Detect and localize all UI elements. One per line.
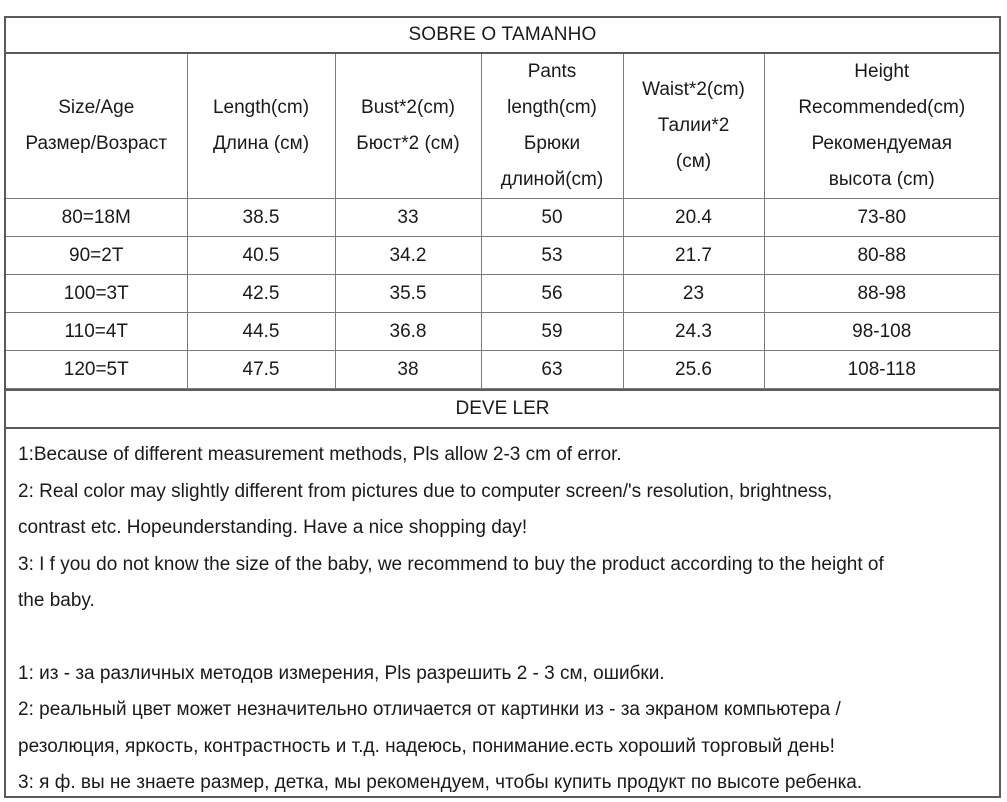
cell-pants: 56 xyxy=(481,275,623,313)
cell-size: 90=2T xyxy=(6,237,187,275)
note-en-2: 2: Real color may slightly different from pictures due to computer screen/'s resolution, brightness, xyxy=(18,480,833,502)
cell-pants: 53 xyxy=(481,237,623,275)
cell-length: 38.5 xyxy=(187,199,335,237)
note-ru-1: 1: из - за различных методов измерения, Pls разрешить 2 - 3 см, ошибки. xyxy=(18,662,665,684)
note-en-3-continued: the baby. xyxy=(18,590,95,611)
header-height: Height Recommended(cm) Рекомендуемая высота (cm) xyxy=(764,54,999,199)
cell-bust: 34.2 xyxy=(335,237,481,275)
note-en-2-continued: contrast etc. Hopeunderstanding. Have a nice shopping day! xyxy=(18,517,528,538)
cell-pants: 59 xyxy=(481,313,623,351)
size-chart-document xyxy=(4,16,1001,798)
note-ru-2: 2: реальный цвет может незначительно отличается от картинки из - за экраном компьютера / xyxy=(18,699,841,720)
header-length: Length(cm) Длина (см) xyxy=(187,54,335,199)
cell-waist: 20.4 xyxy=(623,199,764,237)
header-bust: Bust*2(cm) Бюст*2 (см) xyxy=(335,54,481,199)
header-pants-length: Pants length(cm) Брюки длиной(cm) xyxy=(481,54,623,199)
cell-size: 80=18M xyxy=(6,199,187,237)
cell-length: 40.5 xyxy=(187,237,335,275)
cell-waist: 24.3 xyxy=(623,313,764,351)
cell-height: 73-80 xyxy=(764,199,999,237)
cell-bust: 33 xyxy=(335,199,481,237)
cell-bust: 35.5 xyxy=(335,275,481,313)
table-row xyxy=(6,275,999,313)
cell-pants: 63 xyxy=(481,351,623,389)
note-en-3: 3: I f you do not know the size of the baby, we recommend to buy the product according to the height of xyxy=(18,553,884,575)
header-waist: Waist*2(cm) Талии*2 (см) xyxy=(623,54,764,199)
table-row xyxy=(6,199,999,237)
notes-block xyxy=(6,429,999,802)
cell-pants: 50 xyxy=(481,199,623,237)
note-ru-2-continued: резолюция, яркость, контрастность и т.д. надеюсь, понимание.есть хороший торговый день! xyxy=(18,735,835,757)
chart-title: SOBRE O TAMANHO xyxy=(6,18,999,54)
cell-height: 108-118 xyxy=(764,351,999,389)
size-table xyxy=(6,54,999,389)
cell-height: 80-88 xyxy=(764,237,999,275)
cell-bust: 38 xyxy=(335,351,481,389)
cell-length: 44.5 xyxy=(187,313,335,351)
table-row xyxy=(6,351,999,389)
cell-waist: 21.7 xyxy=(623,237,764,275)
cell-size: 120=5T xyxy=(6,351,187,389)
table-row xyxy=(6,237,999,275)
table-row xyxy=(6,313,999,351)
note-ru-3: 3: я ф. вы не знаете размер, детка, мы рекомендуем, чтобы купить продукт по высоте ребенка. xyxy=(18,772,863,793)
cell-height: 98-108 xyxy=(764,313,999,351)
cell-length: 42.5 xyxy=(187,275,335,313)
cell-height: 88-98 xyxy=(764,275,999,313)
cell-length: 47.5 xyxy=(187,351,335,389)
notes-spacer xyxy=(18,620,987,656)
cell-waist: 23 xyxy=(623,275,764,313)
header-size-age: Size/Age Размер/Возраст xyxy=(6,54,187,199)
note-en-1: 1:Because of different measurement methods, Pls allow 2-3 cm of error. xyxy=(18,444,622,465)
table-header-row xyxy=(6,54,999,199)
section-title: DEVE LER xyxy=(6,389,999,429)
cell-bust: 36.8 xyxy=(335,313,481,351)
cell-waist: 25.6 xyxy=(623,351,764,389)
cell-size: 110=4T xyxy=(6,313,187,351)
cell-size: 100=3T xyxy=(6,275,187,313)
